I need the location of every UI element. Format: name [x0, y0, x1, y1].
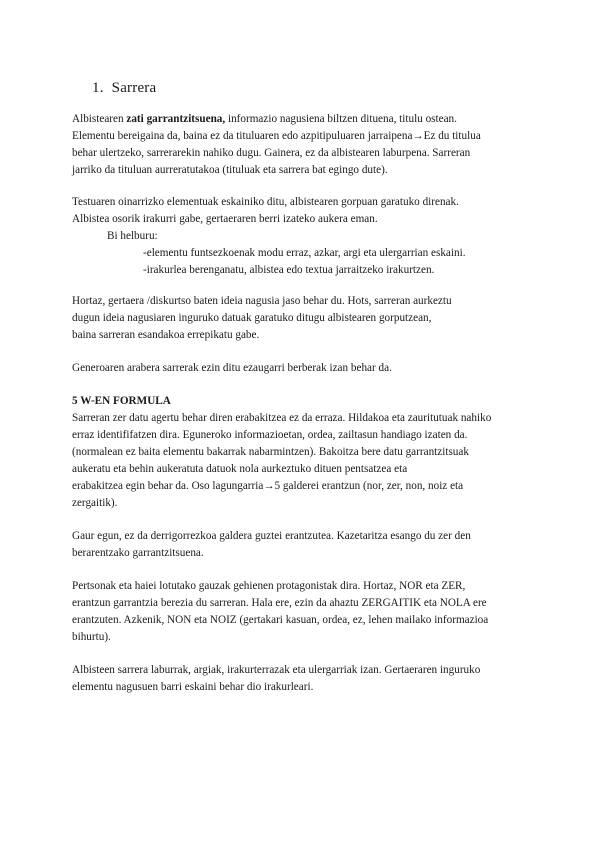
formula-line-6: zergaitik).	[72, 497, 118, 509]
section-number: 1.	[92, 80, 104, 96]
text-run: Albistearen	[72, 113, 127, 125]
paragraph-4-line-1: Generoaren arabera sarrerak ezin ditu ezaugarri berberak izan behar da.	[72, 362, 392, 374]
paragraph-7-line-2: erantzun garrantzia berezia du sarreran. Hala ere, ezin da ahaztu ZERGAITIK eta NOLA ere	[72, 597, 487, 609]
formula-line-1: Sarreran zer datu agertu behar diren erabakitzea ez da erraza. Hildakoa eta zauritutuak nahiko	[72, 412, 492, 424]
paragraph-6-line-1: Gaur egun, ez da derrigorrezkoa galdera guztei erantzutea. Kazetaritza esango du zer den	[72, 530, 471, 542]
paragraph-1-line-3: behar ulertzeko, sarrerarekin nahiko dugu. Gainera, ez da albistearen laburpena. Sarreran	[72, 147, 471, 159]
formula-title-text: 5 W-EN FORMULA	[72, 395, 171, 407]
bullet-item-2: -irakurlea berenganatu, albistea edo textua jarraitzeko irakurtzen.	[143, 264, 435, 276]
paragraph-7-line-3: erantzuten. Azkenik, NON eta NOIZ (gertakari kasuan, ordea, ez, lehen mailako informazioa	[72, 614, 489, 626]
formula-title	[72, 394, 171, 408]
paragraph-2-line-3: Bi helburu:	[107, 230, 158, 242]
paragraph-1-line-1	[72, 112, 457, 126]
paragraph-1-line-4: jarriko da tituluan aurreratutakoa (tituluak eta sarrera bat egingo dute).	[72, 164, 388, 176]
paragraph-7-line-4: bihurtu).	[72, 631, 111, 643]
bold-text-run: zati garrantzitsuena,	[126, 113, 226, 125]
paragraph-2-line-1: Testuaren oinarrizko elementuak eskainiko ditu, albistearen gorpuan garatuko direnak.	[72, 196, 459, 208]
paragraph-3-line-1: Hortaz, gertaera /diskurtso baten ideia nagusia jaso behar du. Hots, sarreran aurkeztu	[72, 295, 452, 307]
paragraph-2-line-2: Albistea osorik irakurri gabe, gertaeraren berri izateko aukera eman.	[72, 213, 378, 225]
paragraph-3-line-2: dugun ideia nagusiaren inguruko datuak garatuko ditugu albistearen gorputzean,	[72, 312, 432, 324]
paragraph-7-line-1: Pertsonak eta haiei lotutako gauzak gehienen protagonistak dira. Hortaz, NOR eta ZER,	[72, 580, 466, 592]
paragraph-1-line-2: Elementu bereigaina da, baina ez da tituluaren edo azpitipuluaren jarraipena→Ez du titulua	[72, 130, 481, 142]
formula-line-5: erabakitzea egin behar da. Oso lagungarria→5 galderei erantzun (nor, zer, non, noiz eta	[72, 480, 464, 492]
paragraph-3-line-3: baina sarreran esandakoa errepikatu gabe.	[72, 329, 260, 341]
paragraph-6-line-2: berarentzako garrantzitsuena.	[72, 547, 204, 559]
text-run: informazio nagusiena biltzen dituena, titulu ostean.	[225, 113, 457, 125]
formula-line-4: aukeratu eta behin aukeratuta datuok nola aurkeztuko dituen pentsatzea eta	[72, 463, 408, 475]
section-title: Sarrera	[111, 80, 157, 96]
section-heading	[92, 80, 156, 97]
formula-line-3: (normalean ez baita elementu bakarrak nabarmintzen). Bakoitza bere datu garrantzitsuak	[72, 446, 469, 458]
paragraph-8-line-2: elementu nagusuen barri eskaini behar dio irakurleari.	[72, 681, 314, 693]
formula-line-2: erraz identififatzen dira. Eguneroko informazioetan, ordea, zailtasun handiago izaten da.	[72, 429, 468, 441]
bullet-item-1: -elementu funtsezkoenak modu erraz, azkar, argi eta ulergarrian eskaini.	[143, 247, 466, 259]
paragraph-8-line-1: Albisteen sarrera laburrak, argiak, irakurterrazak eta ulergarriak izan. Gertaeraren inguruko	[72, 664, 481, 676]
